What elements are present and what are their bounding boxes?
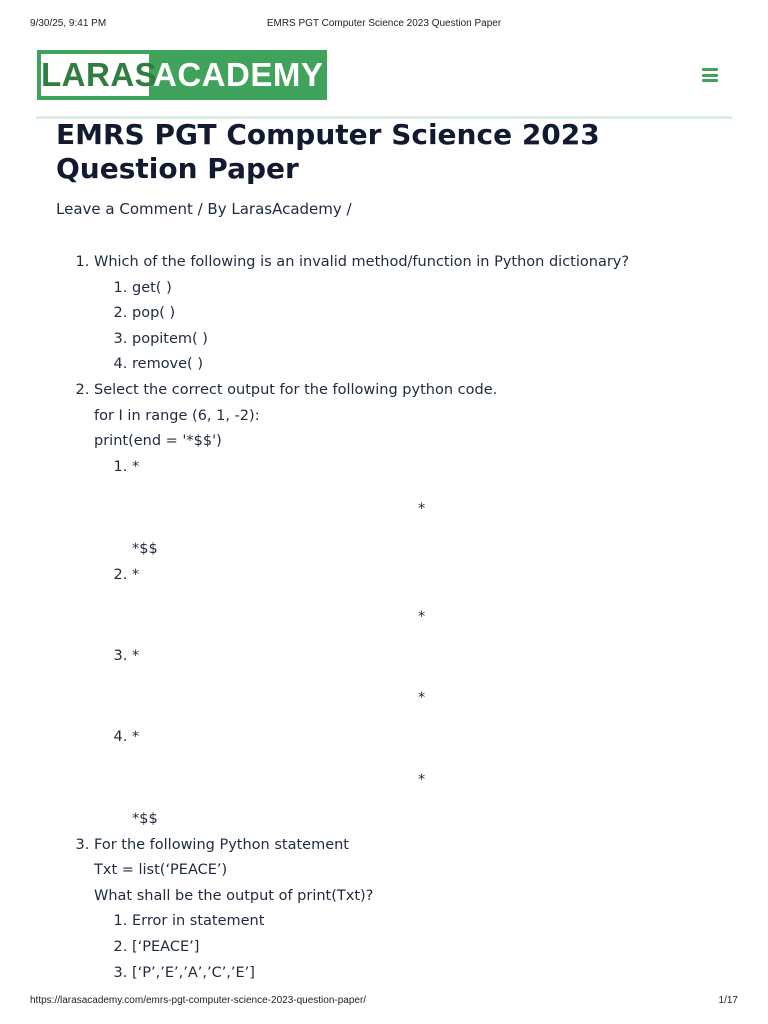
- question-list: [56, 250, 716, 986]
- code-line: for I in range (6, 1, -2):: [94, 407, 260, 424]
- hamburger-menu-icon[interactable]: [702, 68, 718, 82]
- meta-separator: / By: [192, 200, 232, 218]
- option-list: [94, 276, 716, 378]
- print-datetime: 9/30/25, 9:41 PM: [30, 18, 107, 29]
- option-middle-line: *: [418, 690, 426, 707]
- author-link[interactable]: LarasAcademy: [231, 200, 342, 218]
- print-url: https://larasacademy.com/emrs-pgt-computer-science-2023-question-paper/: [30, 995, 367, 1006]
- question-item: [94, 833, 716, 987]
- leave-comment-link[interactable]: Leave a Comment: [56, 200, 193, 218]
- option-item: [132, 644, 716, 712]
- menu-bar: [702, 68, 718, 71]
- menu-bar: [702, 74, 718, 77]
- site-header: [36, 50, 732, 119]
- print-doc-title: EMRS PGT Computer Science 2023 Question Paper: [266, 18, 502, 29]
- option-first-line: *: [132, 647, 140, 664]
- option-item: 4. remove( ): [132, 352, 716, 378]
- option-first-line: *: [132, 458, 140, 475]
- option-first-line: *: [132, 728, 140, 745]
- post-meta: [56, 200, 716, 218]
- option-middle-line: *: [418, 609, 426, 626]
- question-text: Which of the following is an invalid method/function in Python dictionary?: [94, 254, 630, 270]
- option-middle-line: *: [418, 501, 426, 518]
- option-item: 2. pop( ): [132, 301, 716, 327]
- question-text: Select the correct output for the following python code.: [94, 381, 498, 398]
- option-item: 3. [‘P’,’E’,’A’,’C’,’E’]: [132, 961, 716, 987]
- option-first-line: *: [132, 566, 140, 583]
- option-item: 1. get( ): [132, 276, 716, 302]
- option-item: [132, 563, 716, 631]
- logo-text-laras: LARAS: [41, 54, 149, 96]
- article-content: [56, 116, 716, 986]
- question-text: For the following Python statement: [94, 836, 349, 853]
- print-page-number: 1/17: [718, 995, 738, 1006]
- question-item: [94, 378, 716, 833]
- question-item: [94, 250, 716, 378]
- menu-bar: [702, 79, 718, 82]
- option-item: 3. popitem( ): [132, 327, 716, 353]
- meta-separator: /: [341, 200, 352, 218]
- code-line: Txt = list(‘PEACE’): [94, 862, 228, 879]
- code-line: print(end = '*$$'): [94, 433, 222, 450]
- site-logo[interactable]: [37, 50, 327, 100]
- logo-text-academy: ACADEMY: [153, 56, 324, 93]
- option-item: 2. [‘PEACE’]: [132, 935, 716, 961]
- option-last-line: *$$: [132, 811, 158, 828]
- page-title: EMRS PGT Computer Science 2023 Question Paper: [56, 118, 600, 185]
- option-list: [94, 909, 716, 986]
- option-middle-line: *: [418, 771, 426, 788]
- option-last-line: *$$: [132, 540, 158, 557]
- print-footer: [30, 995, 738, 1009]
- option-item: [132, 725, 716, 833]
- print-header: [30, 18, 738, 32]
- option-item: [132, 455, 716, 563]
- code-line: What shall be the output of print(Txt)?: [94, 887, 374, 904]
- option-item: 1. Error in statement: [132, 909, 716, 935]
- option-list: [94, 455, 716, 833]
